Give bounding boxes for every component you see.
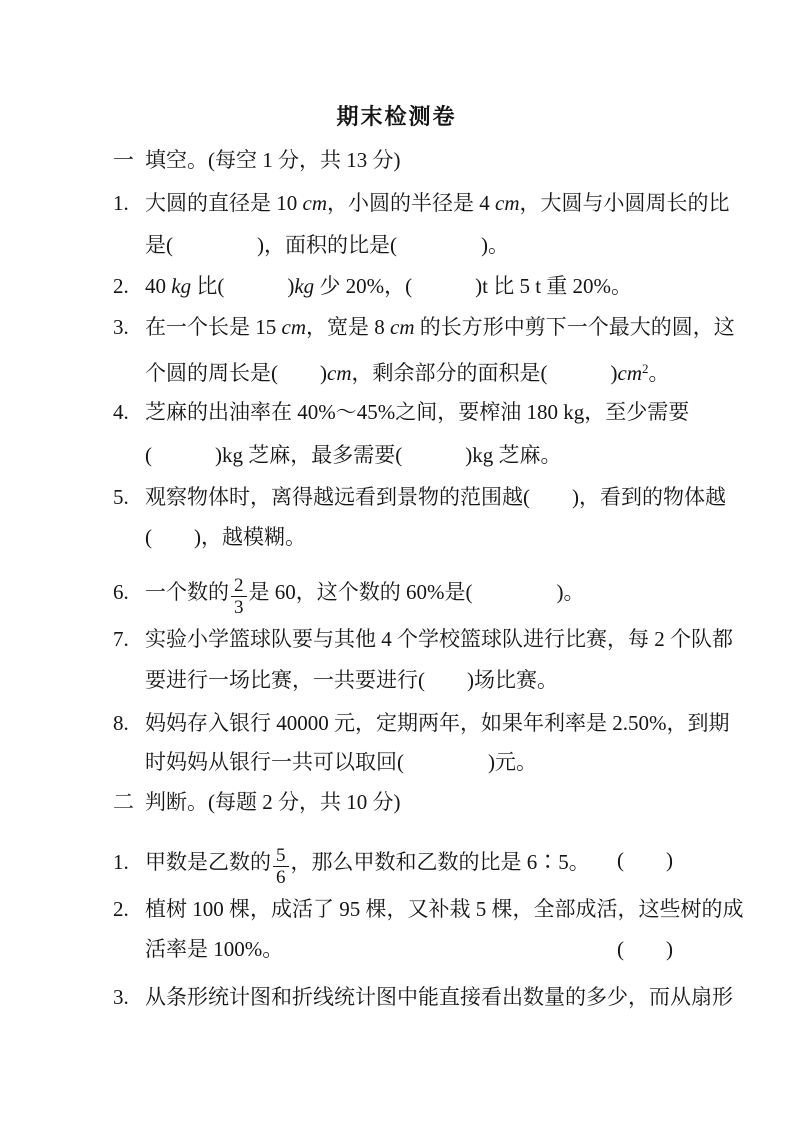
section-2-number: 二 (113, 790, 134, 814)
unit-cm: cm (327, 361, 352, 385)
question-s1q7-line2 (0, 666, 793, 696)
question-s1q6-line1 (0, 575, 793, 618)
question-text: 个圆的周长是( ) (145, 361, 327, 385)
question-number: 3. (113, 985, 129, 1009)
question-text: 妈妈存入银行 40000 元，定期两年，如果年利率是 2.50%，到期 (145, 711, 730, 735)
section-2-heading: 判断。(每题 2 分，共 10 分) (145, 790, 401, 814)
question-text: ，那么甲数和乙数的比是 6∶5。 (290, 850, 590, 874)
fraction-denominator: 3 (234, 597, 244, 618)
question-number: 8. (113, 711, 129, 735)
question-s1q8-line1 (0, 709, 793, 739)
unit-cm: cm (617, 361, 642, 385)
question-s1q5-line1 (0, 483, 793, 513)
fraction-five-sixths (273, 846, 289, 887)
unit-cm: cm (495, 191, 520, 215)
fraction-two-thirds (231, 576, 247, 617)
question-text: 时妈妈从银行一共可以取回( )元。 (145, 750, 537, 774)
question-text: 40 (145, 274, 172, 298)
question-s1q3-line2 (0, 355, 793, 385)
unit-cm: cm (390, 315, 415, 339)
page-title: 期末检测卷 (336, 104, 457, 129)
question-text: ( )，越模糊。 (145, 525, 306, 549)
question-number: 3. (113, 315, 129, 339)
question-number: 1. (113, 850, 129, 874)
question-text: 是( )，面积的比是( )。 (145, 233, 509, 257)
question-number: 2. (113, 897, 129, 921)
question-text: 一个数的 (145, 580, 229, 604)
fraction-numerator: 5 (273, 846, 289, 867)
fraction-numerator: 2 (231, 576, 247, 597)
question-text: 实验小学篮球队要与其他 4 个学校篮球队进行比赛，每 2 个队都 (145, 627, 733, 651)
unit-cm: cm (302, 191, 327, 215)
unit-cm: cm (281, 315, 306, 339)
question-text: ，小圆的半径是 4 (327, 191, 495, 215)
unit-kg: kg (171, 274, 192, 298)
section-1-header (0, 146, 793, 176)
section-2-header (0, 788, 793, 818)
superscript-2: 2 (642, 361, 649, 376)
question-text: 在一个长是 15 (145, 315, 282, 339)
question-s2q3-line1 (0, 983, 793, 1013)
judgment-answer-blank: ( ) (617, 848, 673, 872)
question-number: 7. (113, 627, 129, 651)
section-1-heading: 填空。(每空 1 分，共 13 分) (145, 148, 401, 172)
question-s1q4-line2 (0, 441, 793, 471)
question-s1q5-line2 (0, 523, 793, 553)
question-s1q8-line2 (0, 748, 793, 778)
question-s1q1-line2 (0, 231, 793, 261)
question-text: 的长方形中剪下一个最大的圆，这 (414, 315, 735, 339)
question-s1q3-line1 (0, 313, 793, 343)
section-1-number: 一 (113, 148, 134, 172)
question-text: 比( ) (191, 274, 295, 298)
question-s2q2-line2 (0, 935, 793, 965)
question-number: 1. (113, 191, 129, 215)
question-text: 从条形统计图和折线统计图中能直接看出数量的多少，而从扇形 (145, 985, 733, 1009)
judgment-answer-blank: ( ) (617, 937, 673, 961)
question-text: 活率是 100%。 (145, 937, 284, 961)
question-s2q2-line1 (0, 895, 793, 925)
question-s1q7-line1 (0, 625, 793, 655)
question-s2q1-line1 (0, 845, 793, 888)
question-text: 芝麻的出油率在 40%～45%之间，要榨油 180 kg，至少需要 (145, 400, 690, 424)
question-text: 。 (648, 361, 670, 385)
question-number: 6. (113, 580, 129, 604)
question-text: 甲数是乙数的 (145, 850, 271, 874)
question-s1q1-line1 (0, 189, 793, 219)
question-text: ，宽是 8 (306, 315, 390, 339)
question-text: ，剩余部分的面积是( ) (351, 361, 618, 385)
question-s1q4-line1 (0, 398, 793, 428)
unit-kg: kg (294, 274, 315, 298)
question-text: 植树 100 棵，成活了 95 棵，又补栽 5 棵，全部成活，这些树的成 (145, 897, 744, 921)
fraction-denominator: 6 (276, 867, 286, 888)
question-text: ，大圆与小圆周长的比 (519, 191, 730, 215)
question-text: 大圆的直径是 10 (145, 191, 303, 215)
question-text: 要进行一场比赛，一共要进行( )场比赛。 (145, 668, 558, 692)
question-text: ( )kg 芝麻，最多需要( )kg 芝麻。 (145, 443, 562, 467)
question-number: 4. (113, 400, 129, 424)
question-text: 观察物体时，离得越远看到景物的范围越( )，看到的物体越 (145, 485, 726, 509)
question-s1q2-line1 (0, 272, 793, 302)
question-number: 2. (113, 274, 129, 298)
question-number: 5. (113, 485, 129, 509)
question-text: 少 20%，( )t 比 5 t 重 20%。 (314, 274, 633, 298)
question-text: 是 60，这个数的 60%是( )。 (248, 580, 585, 604)
